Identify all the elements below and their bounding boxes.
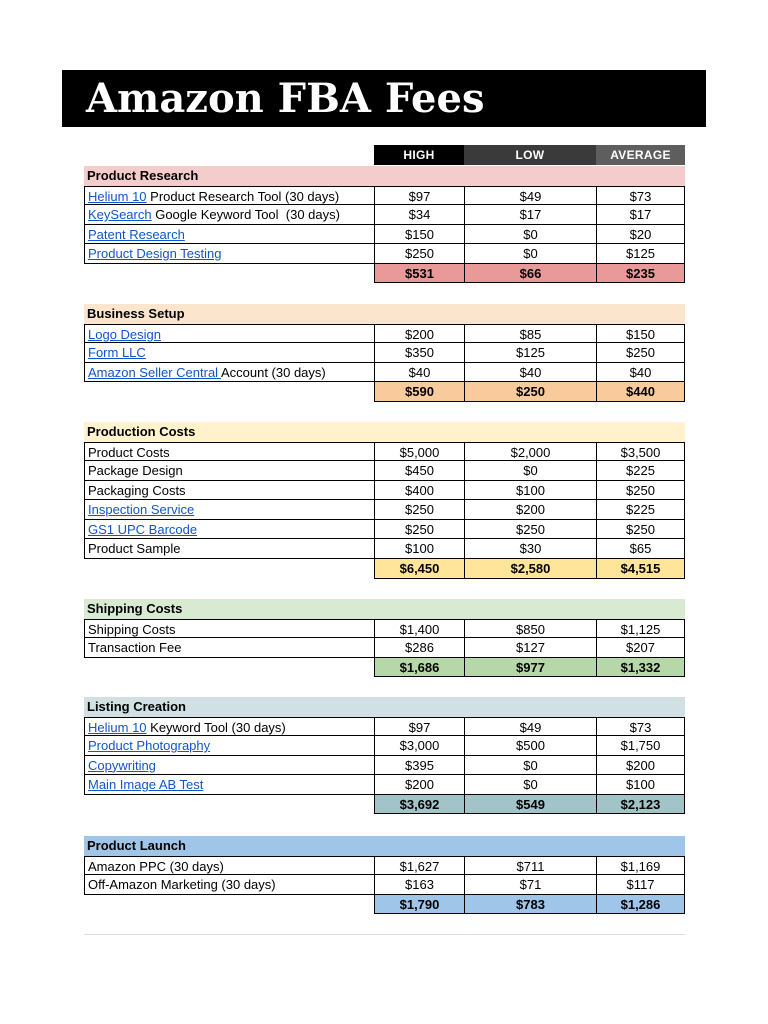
row-link[interactable]: Helium 10 [88,719,147,735]
cell-avg: $117 [596,875,685,895]
cell-low: $0 [464,244,596,264]
row-label [84,205,374,225]
total-low: $250 [464,382,596,402]
cell-high: $34 [374,205,464,225]
cell-low: $100 [464,481,596,501]
total-high: $6,450 [374,559,464,579]
cell-high: $250 [374,244,464,264]
row-text: Product Costs [88,444,170,460]
column-header-average: AVERAGE [596,145,685,165]
cell-high: $1,400 [374,619,464,639]
cell-low: $85 [464,324,596,344]
cell-avg: $73 [596,186,685,206]
cell-avg: $250 [596,343,685,363]
table-row [84,875,685,895]
cell-low: $0 [464,775,596,795]
row-label [84,717,374,737]
row-text: Package Design [88,463,183,479]
total-high: $1,790 [374,895,464,915]
cell-high: $450 [374,461,464,481]
cell-low: $49 [464,717,596,737]
section-business-setup [84,304,685,402]
row-label [84,520,374,540]
cell-low: $850 [464,619,596,639]
cell-high: $5,000 [374,442,464,462]
footer-divider [84,934,685,935]
table-row [84,244,685,264]
cell-avg: $225 [596,500,685,520]
row-link[interactable]: GS1 UPC Barcode [88,521,198,537]
row-text: Product Research Tool (30 days) [146,188,340,204]
table-row [84,225,685,245]
row-text: Shipping Costs [88,621,176,637]
section-heading: Shipping Costs [84,599,685,619]
total-avg: $1,332 [596,658,685,678]
cell-high: $250 [374,500,464,520]
cell-avg: $125 [596,244,685,264]
cell-avg: $250 [596,481,685,501]
row-link[interactable]: Copywriting [88,757,156,773]
total-row [84,795,685,815]
section-heading: Production Costs [84,422,685,442]
cell-low: $127 [464,638,596,658]
cell-high: $395 [374,756,464,776]
table-row [84,324,685,344]
cell-low: $71 [464,875,596,895]
row-label [84,775,374,795]
cell-avg: $1,169 [596,856,685,876]
table-row [84,481,685,501]
cell-high: $286 [374,638,464,658]
column-header-low: LOW [464,145,596,165]
cell-high: $100 [374,539,464,559]
cell-low: $125 [464,343,596,363]
row-label [84,619,374,639]
row-text: Packaging Costs [88,482,186,498]
cell-low: $0 [464,225,596,245]
row-label [84,244,374,264]
row-label [84,343,374,363]
table-row [84,775,685,795]
cell-low: $2,000 [464,442,596,462]
row-link[interactable]: Patent Research [88,226,185,242]
cell-high: $1,627 [374,856,464,876]
total-high: $3,692 [374,795,464,815]
total-row [84,264,685,284]
total-low: $66 [464,264,596,284]
row-label [84,500,374,520]
section-heading: Product Launch [84,836,685,856]
total-row [84,382,685,402]
table-row [84,343,685,363]
cell-low: $0 [464,461,596,481]
row-link[interactable]: Form LLC [88,345,146,361]
row-text: Amazon PPC (30 days) [88,858,224,874]
total-avg: $2,123 [596,795,685,815]
section-product-research [84,166,685,283]
total-high: $1,686 [374,658,464,678]
cell-high: $97 [374,186,464,206]
row-label [84,461,374,481]
table-row [84,363,685,383]
cell-avg: $20 [596,225,685,245]
column-header-high: HIGH [374,145,464,165]
cell-low: $40 [464,363,596,383]
total-avg: $1,286 [596,895,685,915]
cell-high: $97 [374,717,464,737]
section-product-launch [84,836,685,914]
table-row [84,461,685,481]
row-label [84,638,374,658]
row-label [84,324,374,344]
table-row [84,500,685,520]
total-row [84,895,685,915]
row-label [84,539,374,559]
page-title: Amazon FBA Fees [86,75,485,122]
section-listing-creation [84,697,685,814]
table-row [84,638,685,658]
row-label [84,363,374,383]
cell-low: $0 [464,756,596,776]
total-low: $549 [464,795,596,815]
row-label [84,756,374,776]
cell-high: $163 [374,875,464,895]
cell-low: $711 [464,856,596,876]
row-link[interactable]: Amazon Seller Central [88,364,221,380]
cell-avg: $225 [596,461,685,481]
section-production-costs [84,422,685,579]
table-row [84,520,685,540]
row-link[interactable]: Logo Design [88,326,161,342]
table-row [84,736,685,756]
row-link[interactable]: Inspection Service [88,502,195,518]
row-text: Off-Amazon Marketing (30 days) [88,877,276,893]
row-label [84,442,374,462]
row-label [84,736,374,756]
row-link[interactable]: Main Image AB Test [88,777,204,793]
table-row [84,205,685,225]
section-heading: Listing Creation [84,697,685,717]
row-label [84,225,374,245]
cell-avg: $3,500 [596,442,685,462]
section-heading: Business Setup [84,304,685,324]
cell-avg: $207 [596,638,685,658]
cell-low: $500 [464,736,596,756]
cell-avg: $1,750 [596,736,685,756]
cell-low: $17 [464,205,596,225]
cell-low: $250 [464,520,596,540]
cell-high: $200 [374,324,464,344]
row-label [84,856,374,876]
cell-high: $400 [374,481,464,501]
row-label [84,875,374,895]
table-row [84,619,685,639]
cell-low: $200 [464,500,596,520]
table-row [84,539,685,559]
row-text: Account (30 days) [220,364,326,380]
cell-avg: $1,125 [596,619,685,639]
cell-high: $250 [374,520,464,540]
section-shipping-costs [84,599,685,677]
table-row [84,756,685,776]
cell-low: $30 [464,539,596,559]
table-row [84,856,685,876]
row-label [84,186,374,206]
cell-avg: $100 [596,775,685,795]
table-row [84,442,685,462]
total-high: $531 [374,264,464,284]
cell-low: $49 [464,186,596,206]
cell-avg: $17 [596,205,685,225]
cell-high: $350 [374,343,464,363]
cell-high: $40 [374,363,464,383]
cell-avg: $250 [596,520,685,540]
table-row [84,717,685,737]
cell-avg: $73 [596,717,685,737]
total-low: $977 [464,658,596,678]
cell-avg: $65 [596,539,685,559]
cell-high: $150 [374,225,464,245]
total-avg: $440 [596,382,685,402]
total-low: $2,580 [464,559,596,579]
row-text: Product Sample [88,541,181,557]
row-link[interactable]: Product Design Testing [88,246,222,262]
total-low: $783 [464,895,596,915]
cell-high: $3,000 [374,736,464,756]
total-row [84,658,685,678]
cell-avg: $200 [596,756,685,776]
total-avg: $235 [596,264,685,284]
row-text: Transaction Fee [88,640,182,656]
cell-high: $200 [374,775,464,795]
total-row [84,559,685,579]
total-high: $590 [374,382,464,402]
row-text: Google Keyword Tool (30 days) [151,207,340,223]
row-link[interactable]: Helium 10 [88,188,147,204]
title-banner [62,70,706,127]
table-row [84,186,685,206]
cell-avg: $40 [596,363,685,383]
row-link[interactable]: KeySearch [88,207,152,223]
section-heading: Product Research [84,166,685,186]
row-link[interactable]: Product Photography [88,738,211,754]
row-label [84,481,374,501]
cell-avg: $150 [596,324,685,344]
total-avg: $4,515 [596,559,685,579]
row-text: Keyword Tool (30 days) [146,719,286,735]
